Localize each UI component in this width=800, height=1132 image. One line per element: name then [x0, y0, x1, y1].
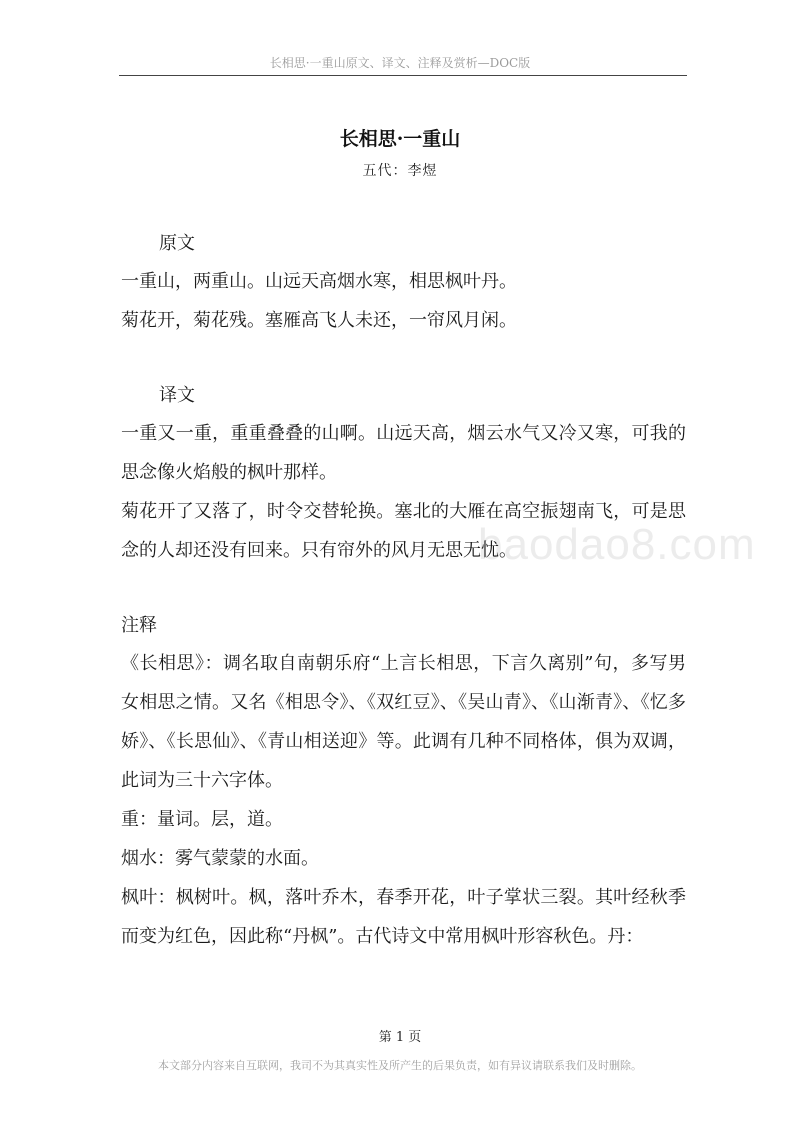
watermark: baodao8.com [478, 520, 756, 569]
notes-heading: 注释 [121, 615, 157, 636]
note-paragraph: 《长相思》：调名取自南朝乐府“上言长相思，下言久离别”句，多写男女相思之情。又名《相思令》、《双红豆》、《吴山青》、《山渐青》、《忆多娇》、《长思仙》、《青山相送迎》等。此调有几种不同格体，俱为双调，此词为三十六字体。 [121, 653, 686, 791]
original-line: 菊花开，菊花残。塞雁高飞人未还，一帘风月闲。 [121, 310, 517, 331]
document-author: 五代：李煜 [362, 163, 438, 179]
page-number: 第 1 页 [378, 1030, 422, 1045]
translation-heading: 译文 [159, 385, 195, 406]
translation-paragraph: 一重又一重，重重叠叠的山啊。山远天高，烟云水气又冷又寒，可我的思念像火焰般的枫叶那样。 [121, 423, 686, 483]
header-divider [119, 75, 687, 76]
translation-paragraph: 菊花开了又落了，时令交替轮换。塞北的大雁在高空振翅南飞，可是思念的人却还没有回来。只有帘外的风月无思无忧。 [121, 501, 686, 561]
document-body [121, 226, 686, 956]
page-header: 长相思·一重山原文、译文、注释及赏析—DOC版 [269, 56, 531, 70]
original-line: 一重山，两重山。山远天高烟水寒，相思枫叶丹。 [121, 271, 517, 292]
note-paragraph: 重：量词。层，道。 [121, 809, 283, 830]
note-paragraph: 枫叶：枫树叶。枫，落叶乔木，春季开花，叶子掌状三裂。其叶经秋季而变为红色，因此称“丹枫”。古代诗文中常用枫叶形容秋色。丹： [121, 887, 686, 947]
footer-disclaimer: 本文部分内容来自互联网，我司不为其真实性及所产生的后果负责，如有异议请联系我们及时删除。 [158, 1059, 642, 1072]
note-paragraph: 烟水：雾气蒙蒙的水面。 [121, 848, 319, 869]
document-title: 长相思·一重山 [339, 128, 461, 150]
original-heading: 原文 [159, 233, 195, 254]
